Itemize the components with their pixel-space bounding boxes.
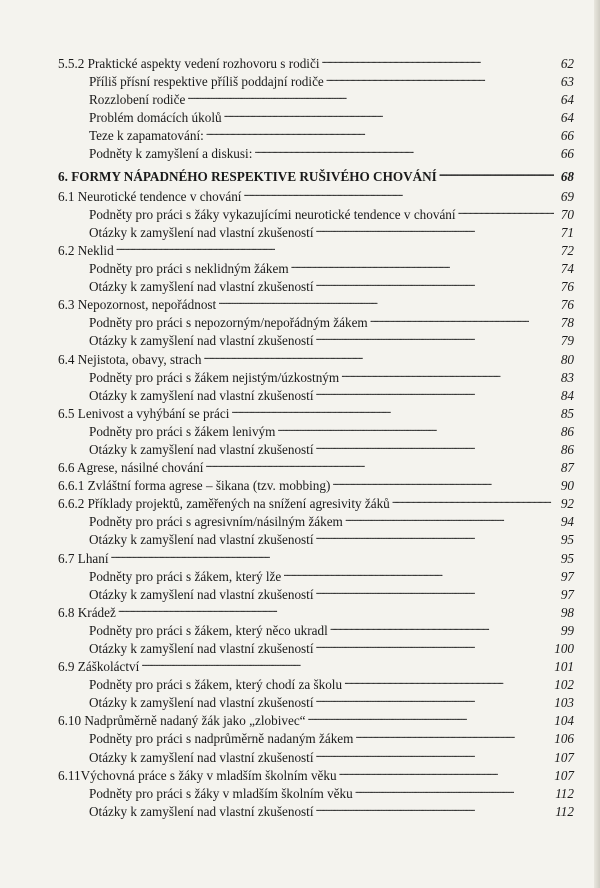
toc-leader-dots — [243, 187, 554, 201]
toc-entry — [58, 494, 574, 512]
toc-entry — [58, 657, 574, 675]
toc-entry — [58, 748, 574, 766]
toc-entry — [58, 205, 574, 223]
toc-page-number: 63 — [560, 74, 574, 90]
toc-entry-label: 6.6 Agrese, násilné chování — [58, 460, 204, 476]
toc-page-number: 99 — [560, 622, 574, 638]
toc-leader-dots — [316, 693, 553, 707]
toc-entry-label: 6.6.1 Zvláštní forma agrese – šikana (tzv. mobbing) — [58, 478, 331, 494]
toc-entry — [58, 440, 574, 458]
toc-chapter-heading — [58, 167, 574, 185]
toc-entry — [58, 72, 574, 90]
toc-entry — [58, 90, 574, 108]
toc-entry-label: 6. FORMY NÁPADNÉHO RESPEKTIVE RUŠIVÉHO CHOVÁNÍ — [58, 168, 437, 184]
toc-entry-label: 6.5 Lenivost a vyhýbání se práci — [58, 405, 230, 421]
toc-entry — [58, 187, 574, 205]
toc-page-number: 100 — [554, 641, 574, 656]
toc-entry-label: Otázky k zamyšlení nad vlastní zkušeností — [89, 803, 314, 819]
toc-leader-dots — [224, 108, 554, 122]
toc-entry — [58, 711, 574, 729]
toc-page-number: 68 — [560, 168, 574, 184]
toc-page-number: 103 — [554, 695, 574, 711]
toc-page-number: 83 — [560, 369, 574, 385]
toc-entry-label: Otázky k zamyšlení nad vlastní zkušeností — [89, 224, 314, 240]
toc-entry — [58, 729, 574, 747]
toc-entry — [58, 458, 574, 476]
toc-page-number: 66 — [560, 146, 574, 162]
toc-page-number: 84 — [560, 387, 574, 403]
toc-page-number: 80 — [560, 351, 574, 367]
toc-entry-label: Podněty pro práci s žákem, který něco ukradl — [89, 622, 328, 638]
toc-page-number: 104 — [554, 713, 574, 729]
toc-page-number: 79 — [560, 333, 574, 349]
toc-entry-label: Podněty pro práci s žákem lenivým — [89, 423, 276, 439]
toc-leader-dots — [316, 331, 554, 345]
toc-leader-dots — [392, 494, 554, 508]
toc-leader-dots — [316, 386, 554, 400]
toc-leader-dots — [203, 350, 554, 364]
toc-entry-label: 6.2 Neklid — [58, 242, 114, 258]
toc-entry-label: 6.11Výchovná práce s žáky v mladším školním věku — [58, 767, 337, 783]
toc-entry-label: Otázky k zamyšlení nad vlastní zkušeností — [89, 695, 314, 711]
toc-entry-label: Teze k zapamatování: — [89, 128, 204, 144]
toc-entry-label: Otázky k zamyšlení nad vlastní zkušeností — [89, 586, 314, 602]
toc-entry — [58, 350, 574, 368]
toc-page-number: 97 — [560, 586, 574, 602]
toc-page-number: 69 — [560, 188, 574, 204]
toc-entry — [58, 241, 574, 259]
toc-leader-dots — [316, 530, 554, 544]
toc-entry — [58, 223, 574, 241]
toc-page-number: 74 — [560, 261, 574, 277]
toc-page-number: 94 — [560, 514, 574, 530]
toc-entry — [58, 368, 574, 386]
toc-entry — [58, 530, 574, 548]
toc-leader-dots — [277, 422, 554, 436]
toc-leader-dots — [316, 223, 554, 237]
toc-leader-dots — [218, 295, 554, 309]
toc-entry-label: Otázky k zamyšlení nad vlastní zkušeností — [89, 532, 314, 548]
toc-entry — [58, 639, 574, 657]
toc-entry — [58, 621, 574, 639]
toc-entry — [58, 476, 574, 494]
toc-entry-label: Podněty pro práci s žáky v mladším školním věku — [89, 785, 353, 801]
toc-entry — [58, 567, 574, 585]
toc-entry-label: 6.6.2 Příklady projektů, zaměřených na snížení agresivity žáků — [58, 496, 390, 512]
toc-leader-dots — [326, 72, 554, 86]
toc-entry — [58, 422, 574, 440]
toc-entry — [58, 603, 574, 621]
toc-entry-label: Podněty pro práci s žákem nejistým/úzkostným — [89, 369, 340, 385]
toc-entry — [58, 54, 574, 72]
toc-entry-label: Otázky k zamyšlení nad vlastní zkušeností — [89, 749, 314, 765]
table-of-contents — [58, 54, 574, 820]
toc-entry — [58, 675, 574, 693]
toc-leader-dots — [355, 784, 553, 798]
toc-entry-label: 6.3 Nepozornost, nepořádnost — [58, 297, 217, 313]
toc-page-number: 102 — [554, 677, 574, 693]
toc-entry — [58, 512, 574, 530]
toc-entry-label: Podněty pro práci s žáky vykazujícími neurotické tendence v chování — [89, 206, 456, 222]
toc-leader-dots — [291, 259, 554, 273]
toc-entry-label: Podněty pro práci s žákem, který lže — [89, 568, 282, 584]
toc-entry-label: 6.8 Krádež — [58, 604, 116, 620]
toc-entry-label: 6.4 Nejistota, obavy, strach — [58, 351, 202, 367]
page-edge-shadow — [594, 0, 600, 888]
toc-leader-dots — [341, 368, 554, 382]
toc-entry-label: Otázky k zamyšlení nad vlastní zkušeností — [89, 279, 314, 295]
toc-entry — [58, 331, 574, 349]
toc-entry — [58, 549, 574, 567]
toc-entry — [58, 802, 574, 820]
toc-entry — [58, 277, 574, 295]
toc-leader-dots — [332, 476, 554, 490]
toc-leader-dots — [116, 241, 554, 255]
toc-entry-label: 6.9 Záškoláctví — [58, 659, 140, 675]
toc-leader-dots — [111, 549, 554, 563]
toc-entry — [58, 144, 574, 162]
toc-entry-label: Podněty pro práci s neklidným žákem — [89, 261, 289, 277]
toc-entry-label: Podněty pro práci s nadprůměrně nadaným žákem — [89, 731, 354, 747]
toc-entry — [58, 108, 574, 126]
toc-leader-dots — [344, 675, 552, 689]
toc-leader-dots — [283, 567, 554, 581]
toc-entry — [58, 295, 574, 313]
toc-page-number: 76 — [560, 279, 574, 295]
toc-entry — [58, 126, 574, 144]
toc-page-number: 98 — [560, 604, 574, 620]
toc-page-number: 78 — [560, 315, 574, 331]
toc-leader-dots — [458, 205, 554, 219]
toc-page-number: 86 — [560, 441, 574, 457]
toc-entry-label: 6.10 Nadprůměrně nadaný žák jako „zlobivec“ — [58, 713, 306, 729]
toc-leader-dots — [308, 711, 553, 725]
toc-page-number: 70 — [560, 206, 574, 222]
toc-entry-label: Otázky k zamyšlení nad vlastní zkušeností — [89, 441, 314, 457]
toc-leader-dots — [231, 404, 554, 418]
toc-page-number: 95 — [560, 550, 574, 566]
toc-page-number: 90 — [560, 478, 574, 494]
toc-entry — [58, 693, 574, 711]
toc-leader-dots — [355, 729, 552, 743]
toc-entry — [58, 386, 574, 404]
toc-page-number: 64 — [560, 110, 574, 126]
toc-page-number: 92 — [560, 496, 574, 512]
toc-entry-label: Problém domácích úkolů — [89, 110, 222, 126]
toc-entry — [58, 766, 574, 784]
toc-leader-dots — [345, 512, 554, 526]
toc-leader-dots — [205, 458, 554, 472]
toc-leader-dots — [141, 657, 552, 671]
toc-page-number: 112 — [555, 785, 574, 801]
toc-leader-dots — [187, 90, 554, 104]
toc-leader-dots — [316, 748, 553, 762]
toc-leader-dots — [316, 585, 554, 599]
toc-leader-dots — [439, 167, 554, 181]
toc-leader-dots — [206, 126, 554, 140]
toc-page-number: 107 — [554, 767, 574, 783]
toc-entry — [58, 259, 574, 277]
toc-leader-dots — [118, 603, 554, 617]
toc-page-number: 85 — [560, 405, 574, 421]
toc-entry-label: Otázky k zamyšlení nad vlastní zkušeností — [89, 387, 314, 403]
toc-leader-dots — [316, 440, 554, 454]
toc-leader-dots — [339, 766, 553, 780]
toc-page-number: 97 — [560, 568, 574, 584]
toc-entry-label: 6.1 Neurotické tendence v chování — [58, 188, 242, 204]
toc-page-number: 62 — [560, 56, 574, 71]
toc-leader-dots — [254, 144, 554, 158]
toc-page-number: 101 — [554, 659, 574, 675]
toc-page-number: 66 — [560, 128, 574, 144]
toc-entry-label: Podněty pro práci s agresivním/násilným žákem — [89, 514, 343, 530]
toc-leader-dots — [316, 639, 553, 653]
toc-page-number: 112 — [555, 803, 574, 819]
toc-entry-label: 5.5.2 Praktické aspekty vedení rozhovoru s rodiči — [58, 56, 320, 71]
toc-leader-dots — [370, 313, 554, 327]
toc-entry-label: Podněty pro práci s nepozorným/nepořádným žákem — [89, 315, 368, 331]
toc-entry-label: 6.7 Lhaní — [58, 550, 109, 566]
toc-leader-dots — [330, 621, 554, 635]
toc-leader-dots — [321, 54, 554, 68]
toc-leader-dots — [316, 277, 554, 291]
toc-page-number: 72 — [560, 242, 574, 258]
toc-page-number: 64 — [560, 92, 574, 108]
toc-entry-label: Podněty k zamyšlení a diskusi: — [89, 146, 253, 162]
toc-page-number: 107 — [554, 749, 574, 765]
toc-page-number: 71 — [560, 224, 574, 240]
toc-entry — [58, 784, 574, 802]
toc-entry-label: Otázky k zamyšlení nad vlastní zkušeností — [89, 333, 314, 349]
toc-entry — [58, 585, 574, 603]
toc-page-number: 87 — [560, 460, 574, 476]
toc-entry-label: Otázky k zamyšlení nad vlastní zkušeností — [89, 641, 314, 656]
toc-page-number: 95 — [560, 532, 574, 548]
toc-page-number: 86 — [560, 423, 574, 439]
toc-page-number: 76 — [560, 297, 574, 313]
toc-entry — [58, 404, 574, 422]
toc-entry-label: Podněty pro práci s žákem, který chodí za školu — [89, 677, 343, 693]
toc-page-number: 106 — [554, 731, 574, 747]
toc-leader-dots — [316, 802, 554, 816]
toc-entry — [58, 313, 574, 331]
toc-entry-label: Rozzlobení rodiče — [89, 92, 186, 108]
toc-entry-label: Příliš přísní respektive příliš poddajní rodiče — [89, 74, 324, 90]
